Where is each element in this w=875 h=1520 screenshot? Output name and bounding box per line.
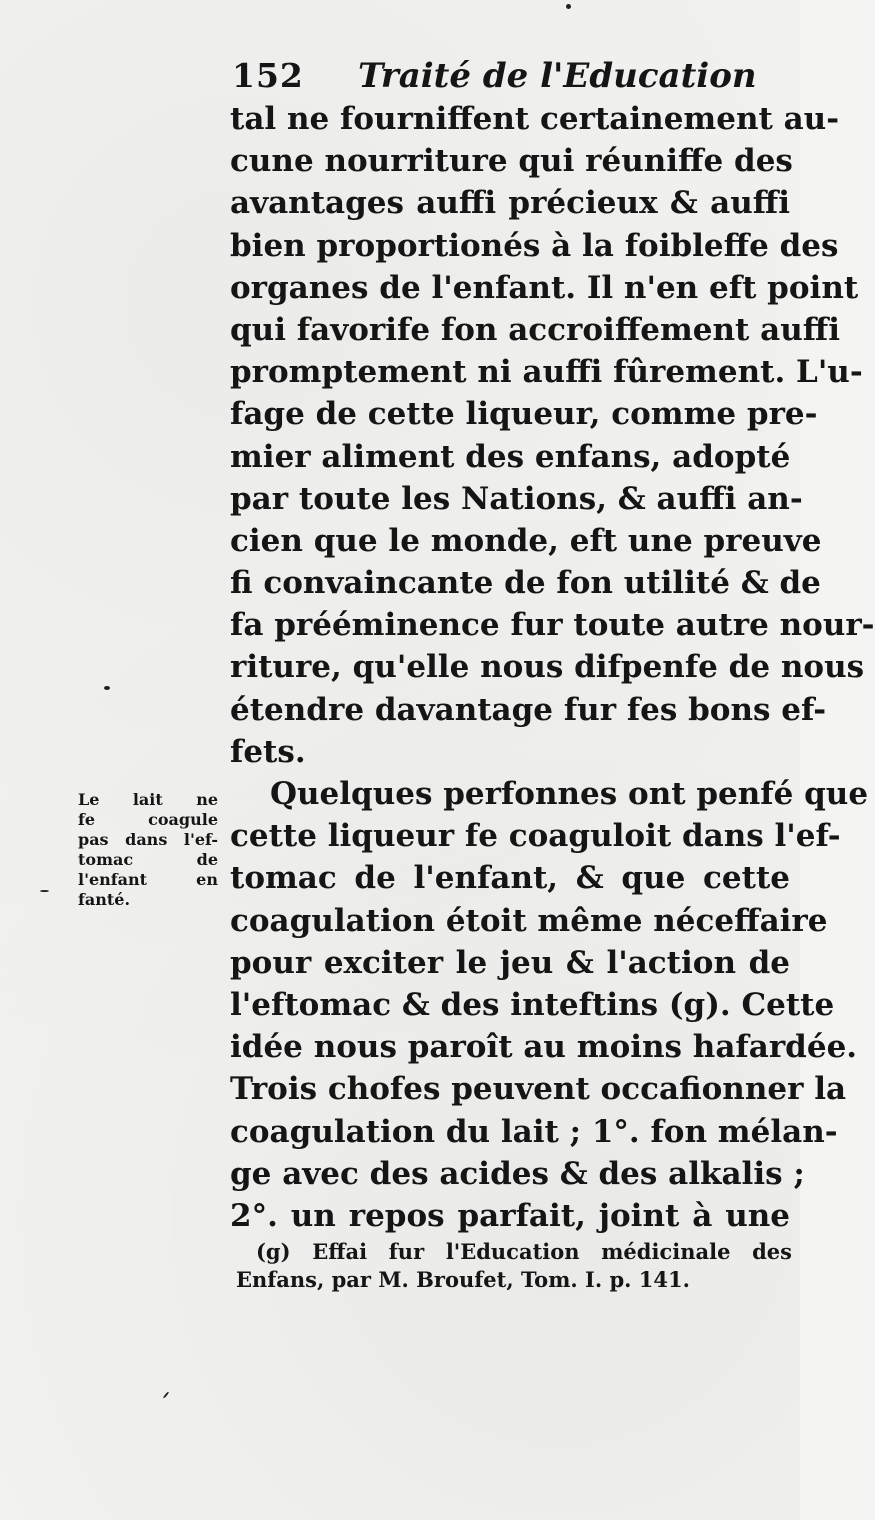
footnote (236, 1238, 792, 1294)
text-line: 2°. un repos parfait, joint à une (230, 1197, 790, 1234)
text-line: tomac de l'enfant, & que cette (230, 860, 790, 897)
text-line: pour exciter le jeu & l'action de (230, 944, 790, 981)
main-text (230, 98, 875, 1237)
text-line: bien proportionés à la foibleffe des (230, 227, 839, 264)
paragraph-first-line: Quelques perfonnes ont penfé que (270, 776, 869, 812)
margin-note-line: pas dans l'ef- (78, 830, 218, 849)
text-line: fa prééminence fur toute autre nour- (230, 607, 875, 644)
margin-note-line: tomac de (78, 850, 218, 869)
margin-note-line: fanté. (78, 890, 131, 909)
text-line: cune nourriture qui réuniffe des (230, 143, 793, 180)
text-line: par toute les Nations, & auffi an- (230, 480, 803, 517)
page-header (232, 56, 792, 102)
ink-speck (104, 686, 110, 690)
text-line: étendre davantage fur fes bons ef- (230, 691, 827, 728)
text-line: mier aliment des enfans, adopté (230, 438, 791, 475)
text-line: Trois chofes peuvent occafionner la (230, 1071, 847, 1108)
margin-note-line: Le lait ne (78, 790, 218, 809)
text-line: ge avec des acides & des alkalis ; (230, 1155, 805, 1192)
text-line: avantages auffi précieux & auffi (230, 185, 790, 222)
text-line: tal ne fourniffent certainement au- (230, 101, 840, 137)
text-line: organes de l'enfant. Il n'en eft point (230, 269, 859, 306)
text-line: l'eftomac & des inteftins (g). Cette (230, 986, 835, 1023)
text-line: cien que le monde, eft une preuve (230, 522, 822, 559)
margin-note-line: fe coagule (78, 810, 218, 829)
text-line: coagulation du lait ; 1°. fon mélan- (230, 1113, 838, 1150)
margin-note (78, 790, 218, 910)
ink-speck (40, 890, 49, 892)
text-line: fage de cette liqueur, comme pre- (230, 396, 818, 433)
margin-note-line: l'enfant en (78, 870, 218, 889)
text-line: promptement ni auffi fûrement. L'u- (230, 354, 863, 391)
footnote-line: Enfans, par M. Broufet, Tom. I. p. 141. (236, 1267, 690, 1292)
footnote-line: (g) Effai fur l'Education médicinale des (256, 1239, 792, 1264)
text-line: riture, qu'elle nous difpenfe de nous (230, 649, 865, 686)
text-line: coagulation étoit même néceffaire (230, 902, 828, 939)
page-number: 152 (232, 56, 304, 95)
text-line: idée nous paroît au moins hafardée. (230, 1029, 858, 1066)
text-line: cette liqueur fe coaguloit dans l'ef- (230, 818, 841, 855)
text-line: qui favorife fon accroiffement auffi (230, 311, 841, 348)
text-line: fi convaincante de fon utilité & de (230, 565, 821, 602)
ink-speck (566, 4, 571, 9)
text-line: fets. (230, 733, 306, 770)
ink-speck (163, 1391, 170, 1398)
running-title: Traité de l'Education (358, 56, 757, 96)
